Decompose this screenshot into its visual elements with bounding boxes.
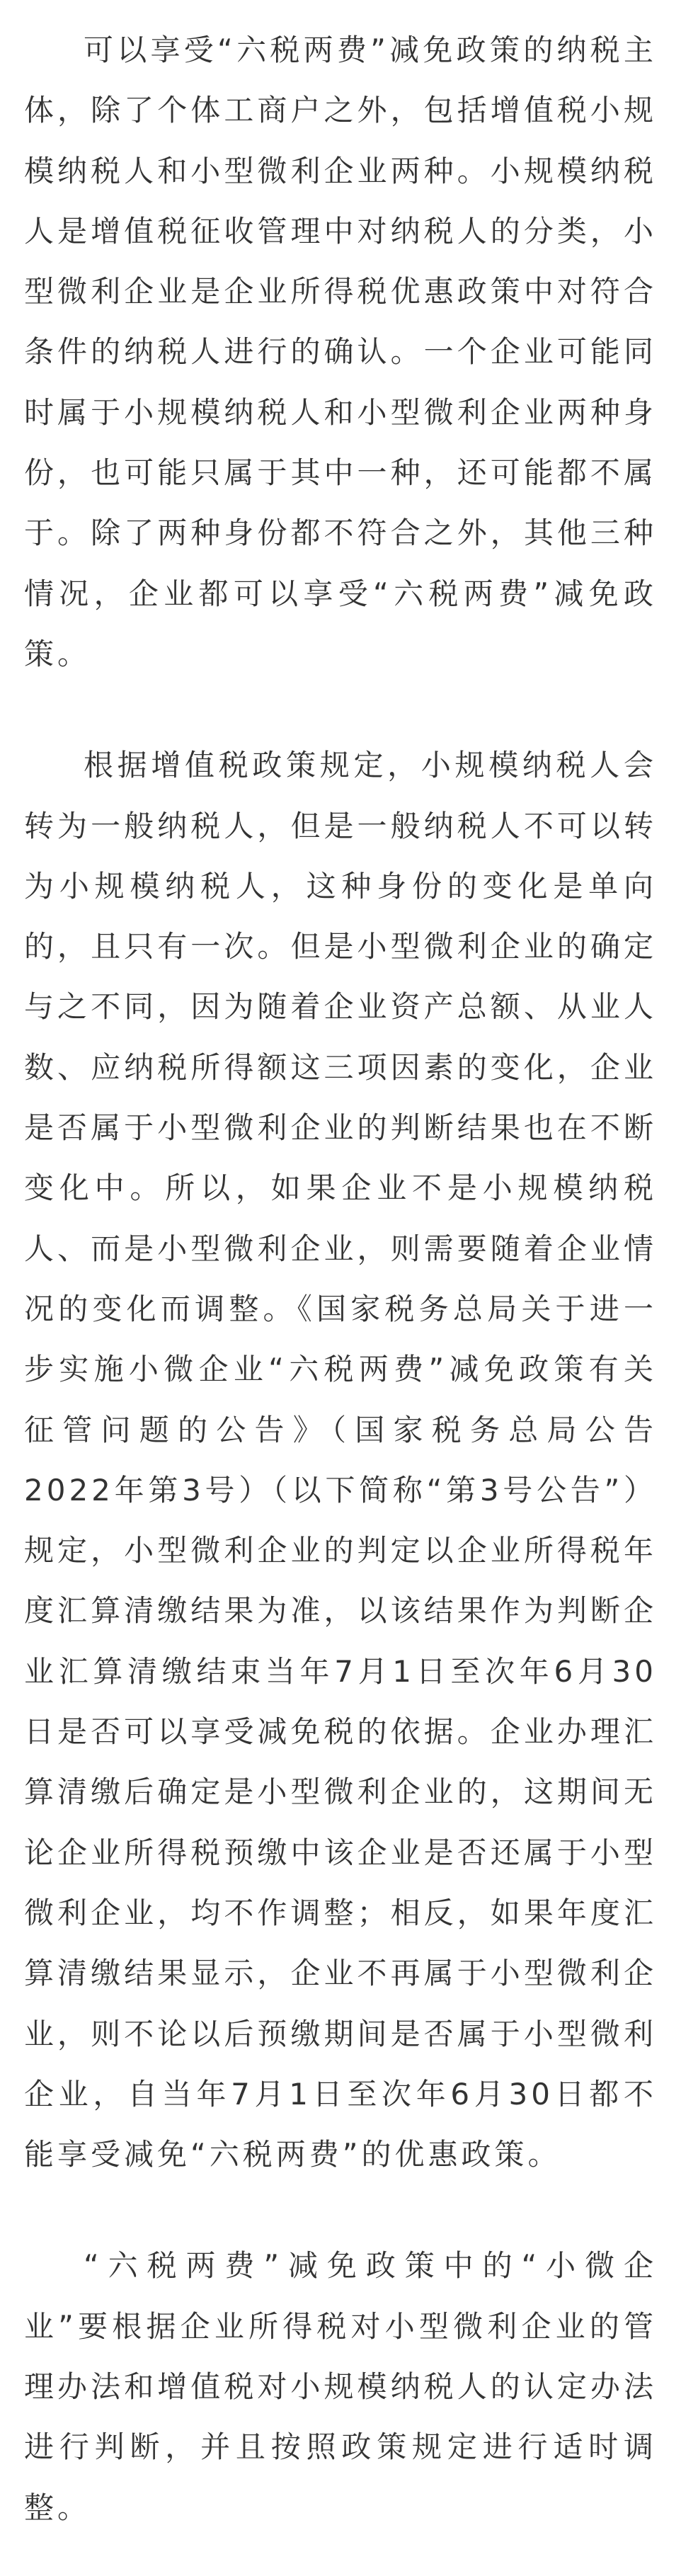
paragraph-tax-subjects: 可以享受“六税两费”减免政策的纳税主体，除了个体工商户之外，包括增值税小规模纳税人和小型微利企业两种。小规模纳税人是增值税征收管理中对纳税人的分类，小型微利企业是企业所得税优惠政策中对符合条件的纳税人进行的确认。一个企业可能同时属于小规模纳税人和小型微利企业两种身份，也可能只属于其中一种，还可能都不属于。除了两种身份都不符合之外，其他三种情况，企业都可以享受“六税两费”减免政策。 [24,33,657,671]
paragraph-identity-change: 根据增值税政策规定，小规模纳税人会转为一般纳税人，但是一般纳税人不可以转为小规模纳税人，这种身份的变化是单向的，且只有一次。但是小型微利企业的确定与之不同，因为随着企业资产总额、从业人数、应纳税所得额这三项因素的变化，企业是否属于小型微利企业的判断结果也在不断变化中。所以，如果企业不是小规模纳税人、而是小型微利企业，则需要随着企业情况的变化而调整。《国家税务总局关于进一步实施小微企业“六税两费”减免政策有关征管问题的公告》（国家税务总局公告2022年第3号）（以下简称“第3号公告”）规定，小型微利企业的判定以企业所得税年度汇算清缴结果为准，以该结果作为判断企业汇算清缴结束当年7月1日至次年6月30日是否可以享受减免税的依据。企业办理汇算清缴后确定是小型微利企业的，这期间无论企业所得税预缴中该企业是否还属于小型微利企业，均不作调整；相反，如果年度汇算清缴结果显示，企业不再属于小型微利企业，则不论以后预缴期间是否属于小型微利企业，自当年7月1日至次年6月30日都不能享受减免“六税两费”的优惠政策。 [24,748,657,2172]
paragraph-conclusion: “六税两费”减免政策中的“小微企业”要根据企业所得税对小型微利企业的管理办法和增值税对小规模纳税人的认定办法进行判断，并且按照政策规定进行适时调整。 [24,2248,657,2525]
